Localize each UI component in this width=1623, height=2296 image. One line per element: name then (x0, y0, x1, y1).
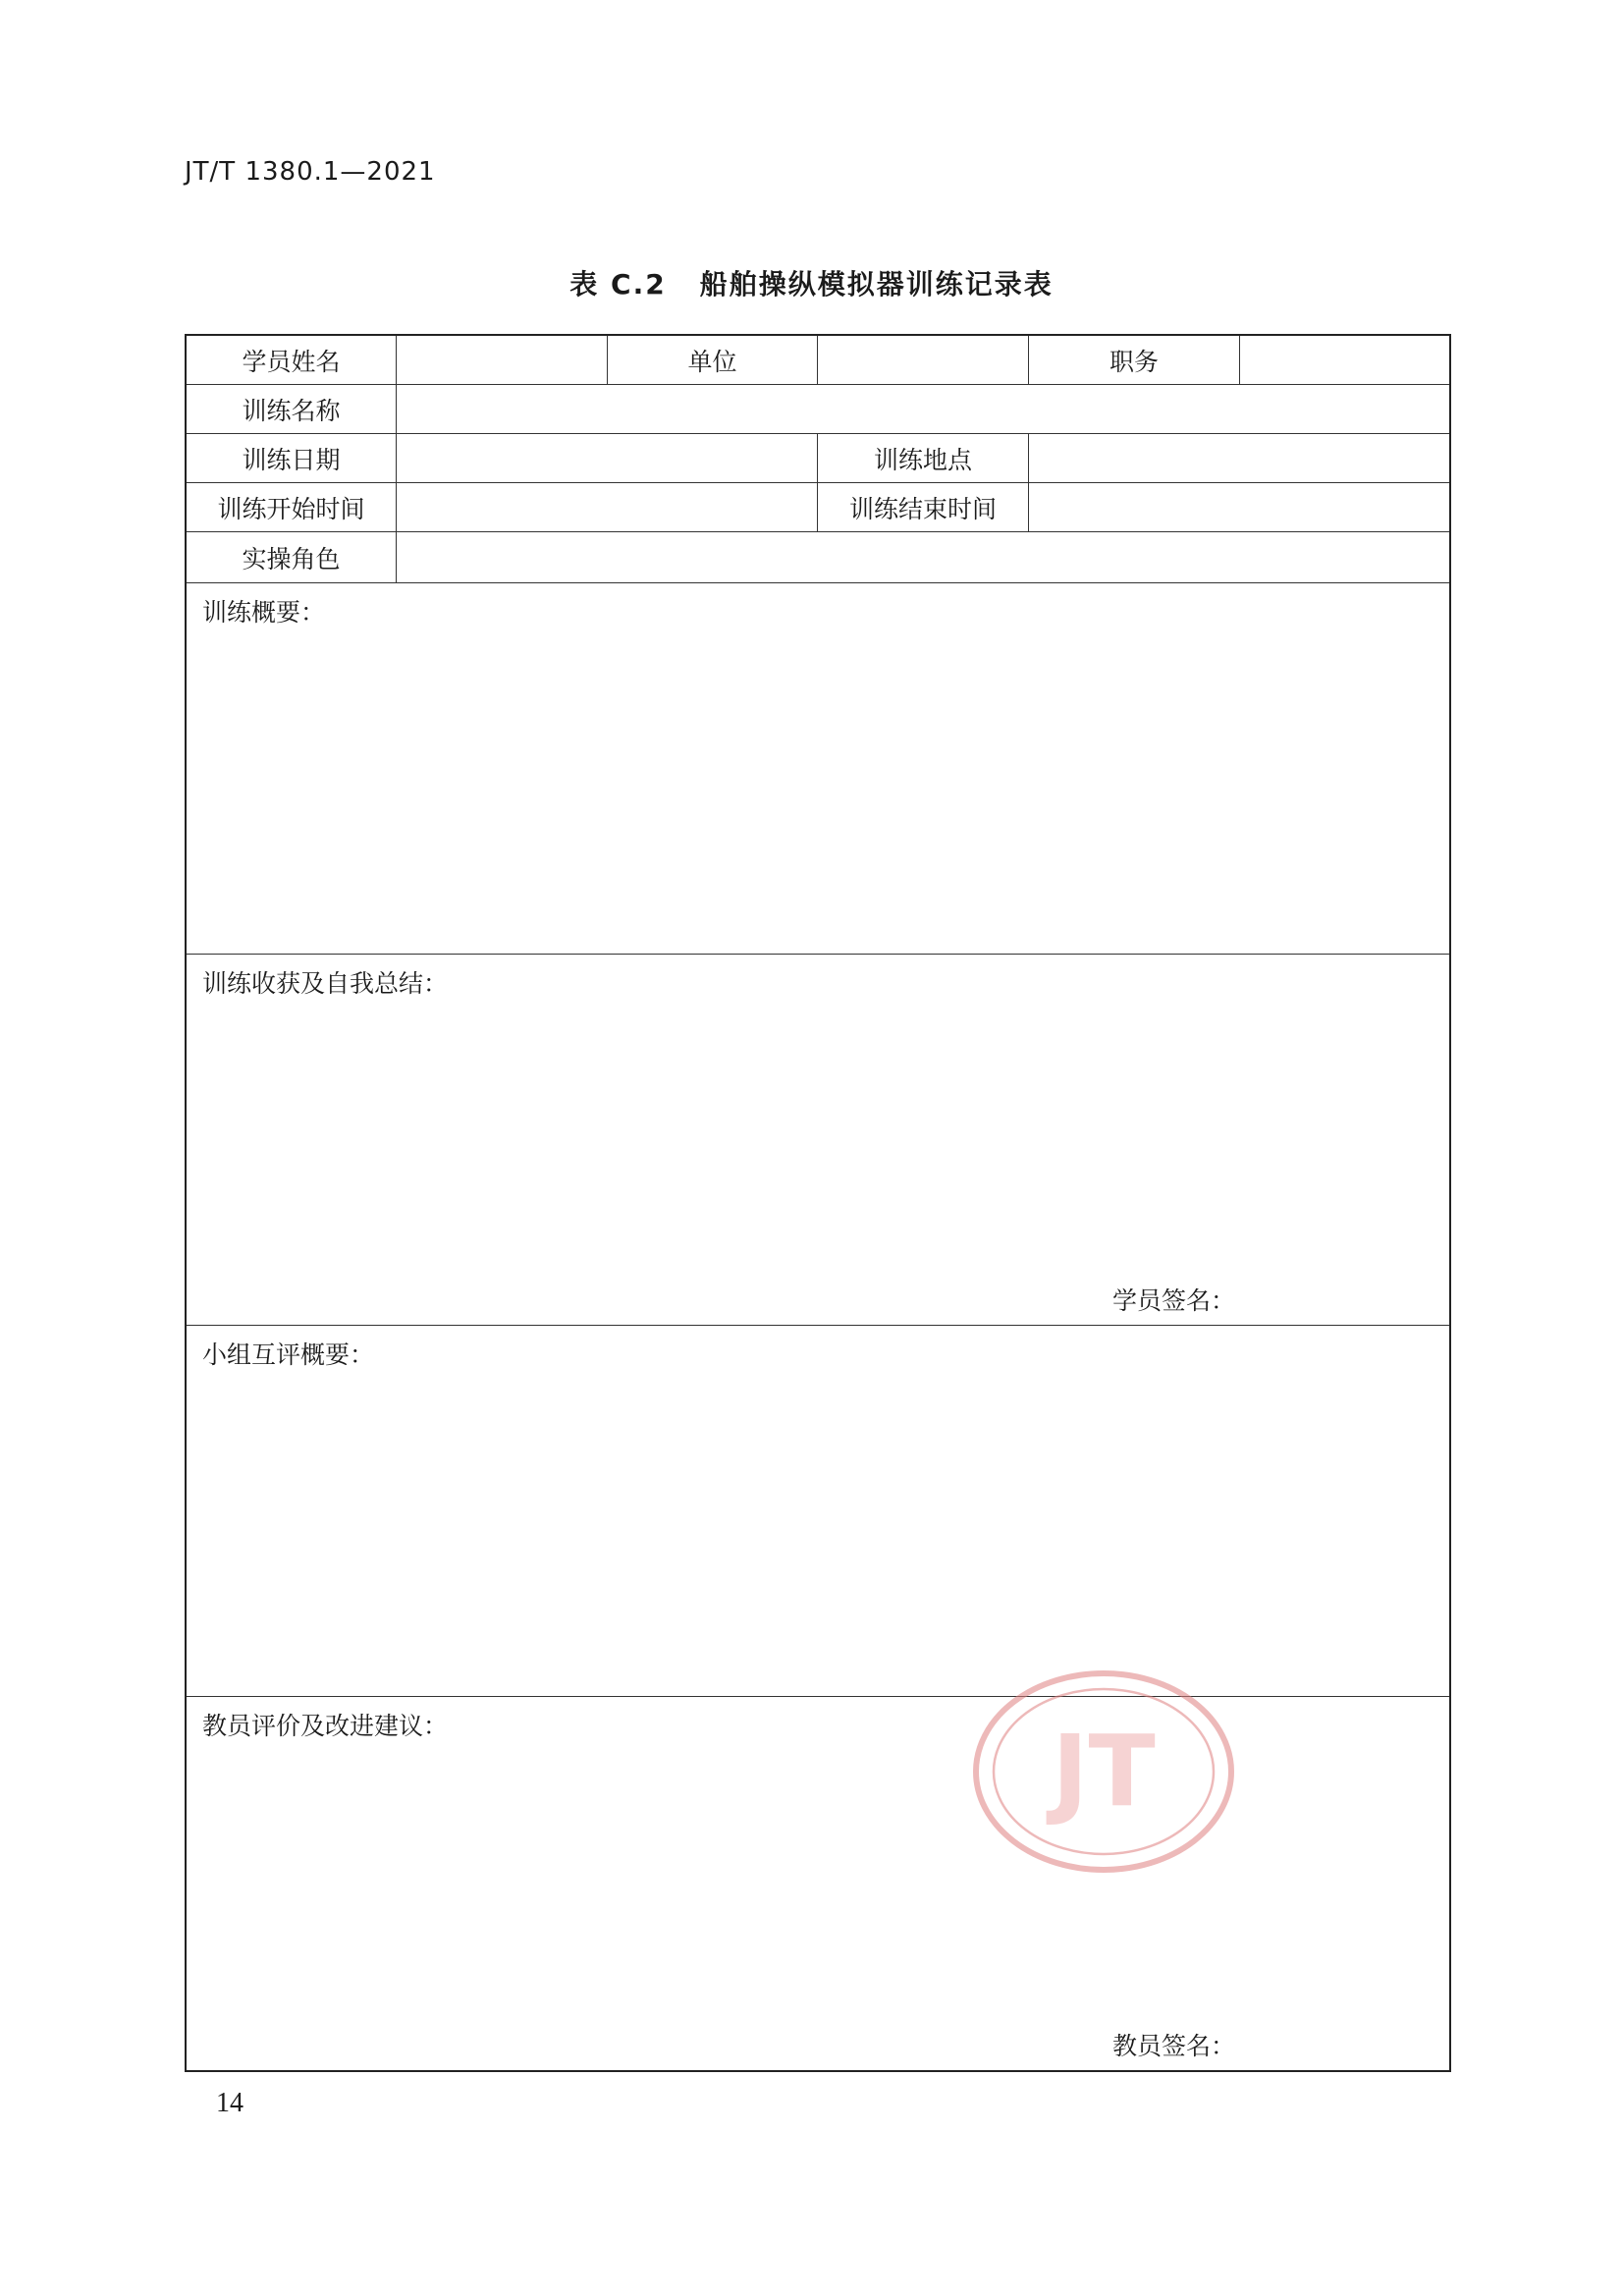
table-title-text: 船舶操纵模拟器训练记录表 (699, 268, 1054, 301)
peer-review-label: 小组互评概要： (202, 1340, 375, 1369)
training-location-label: 训练地点 (818, 434, 1029, 482)
table-title (0, 263, 1623, 302)
overview-section[interactable] (187, 583, 1449, 955)
student-name-field[interactable] (397, 336, 608, 384)
training-name-field[interactable] (397, 385, 1449, 433)
training-location-field[interactable] (1029, 434, 1449, 482)
jt-watermark-seal (972, 1669, 1235, 1874)
form-row-student (187, 336, 1449, 385)
peer-review-section[interactable] (187, 1326, 1449, 1697)
training-record-form (185, 334, 1451, 2072)
start-time-field[interactable] (397, 483, 818, 531)
instructor-section[interactable] (187, 1697, 1449, 2070)
training-name-label: 训练名称 (187, 385, 397, 433)
position-field[interactable] (1240, 336, 1449, 384)
standard-code: JT/T 1380.1—2021 (185, 157, 436, 187)
form-row-role (187, 532, 1449, 583)
end-time-field[interactable] (1029, 483, 1449, 531)
gains-label: 训练收获及自我总结： (202, 969, 449, 998)
overview-label: 训练概要： (202, 598, 326, 627)
role-label: 实操角色 (187, 532, 397, 582)
training-date-label: 训练日期 (187, 434, 397, 482)
page-number: 14 (216, 2088, 243, 2118)
instructor-signature-label: 教员签名： (1111, 2032, 1235, 2060)
role-field[interactable] (397, 532, 1449, 582)
instructor-label: 教员评价及改进建议： (202, 1712, 449, 1740)
position-label: 职务 (1029, 336, 1240, 384)
form-row-date-location (187, 434, 1449, 483)
student-name-label: 学员姓名 (187, 336, 397, 384)
watermark-text: JT (1052, 1714, 1156, 1829)
form-row-times (187, 483, 1449, 532)
start-time-label: 训练开始时间 (187, 483, 397, 531)
student-signature-label: 学员签名： (1111, 1286, 1235, 1315)
gains-section[interactable] (187, 955, 1449, 1326)
table-number: 表 C.2 (569, 268, 667, 301)
training-date-field[interactable] (397, 434, 818, 482)
end-time-label: 训练结束时间 (818, 483, 1029, 531)
form-row-training-name (187, 385, 1449, 434)
unit-field[interactable] (818, 336, 1029, 384)
unit-label: 单位 (608, 336, 818, 384)
